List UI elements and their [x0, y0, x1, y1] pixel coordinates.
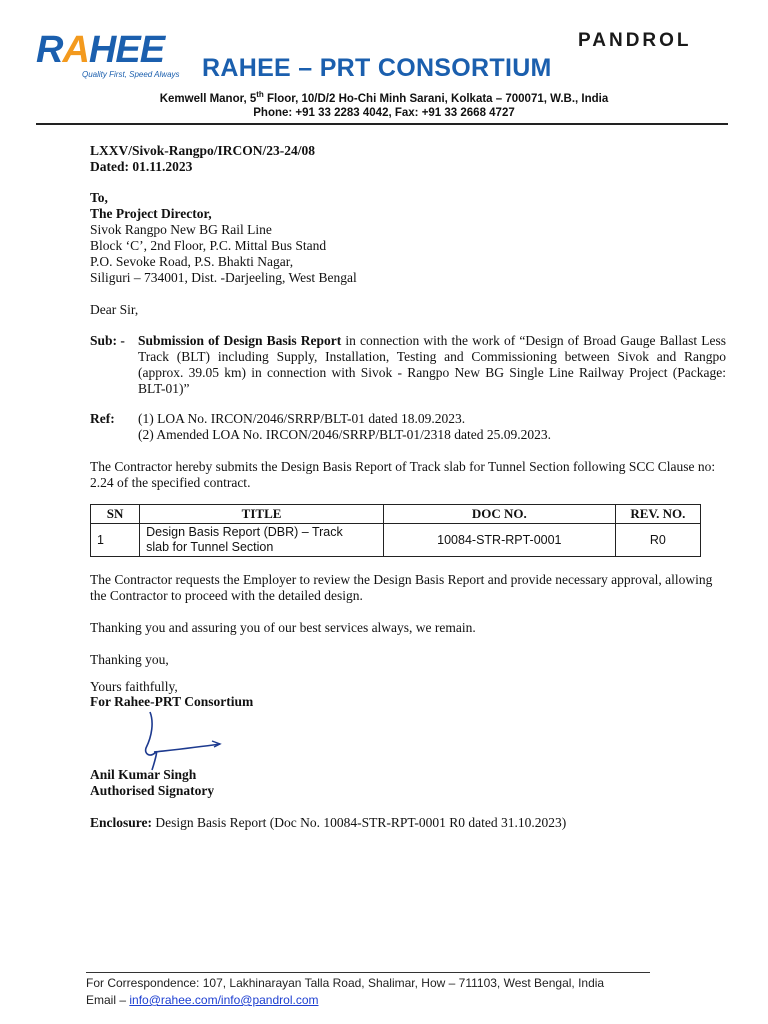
footer-email-label: Email – — [86, 993, 130, 1007]
rahee-logo-wordmark — [36, 28, 164, 72]
table-cell-sn: 1 — [91, 524, 140, 557]
table-cell-rev-no: R0 — [615, 524, 700, 557]
logo-tagline: Quality First, Speed Always — [82, 70, 180, 79]
subject-bold: Submission of Design Basis Report — [138, 333, 342, 348]
reference-item: (1) LOA No. IRCON/2046/SRRP/BLT-01 dated 18.09.2023. — [138, 411, 466, 426]
letterhead-divider — [36, 123, 728, 125]
recipient-address-line: Block ‘C’, 2nd Floor, P.C. Mittal Bus Stand — [90, 238, 327, 253]
footer-correspondence: For Correspondence: 107, Lakhinarayan Talla Road, Shalimar, How – 711103, West Bengal, India — [86, 976, 605, 990]
reference-number: LXXV/Sivok-Rangpo/IRCON/23-24/08 — [90, 143, 316, 158]
table-header-sn: SN — [91, 505, 140, 524]
handwritten-signature — [132, 708, 232, 772]
table-header-row — [91, 505, 701, 524]
letter-date: Dated: 01.11.2023 — [90, 159, 193, 174]
to-label: To, — [90, 190, 108, 205]
company-title: RAHEE – PRT CONSORTIUM — [202, 54, 552, 82]
table-header-rev-no: REV. NO. — [615, 505, 700, 524]
table-cell-title-line: slab for Tunnel Section — [146, 540, 274, 554]
footer-divider — [86, 972, 650, 973]
document-table — [90, 504, 701, 557]
address-part-2: Floor, 10/D/2 Ho-Chi Minh Sarani, Kolkata – 700071, W.B., India — [263, 92, 609, 105]
logo-letters-hee: HEE — [88, 29, 165, 71]
subject-text — [138, 333, 726, 397]
submission-paragraph: The Contractor hereby submits the Design Basis Report of Track slab for Tunnel Section following SCC Clause no: 2.24 of the specified contract. — [90, 459, 716, 490]
for-company: For Rahee-PRT Consortium — [90, 694, 254, 709]
enclosure-text: Design Basis Report (Doc No. 10084-STR-RPT-0001 R0 dated 31.10.2023) — [152, 815, 567, 830]
recipient-address-line: Siliguri – 734001, Dist. -Darjeeling, West Bengal — [90, 270, 357, 285]
table-row — [91, 524, 701, 557]
address-part-1: Kemwell Manor, 5 — [159, 92, 257, 105]
footer-email — [86, 993, 318, 1007]
address-superscript: th — [256, 90, 264, 99]
request-paragraph: The Contractor requests the Employer to review the Design Basis Report and provide necessary approval, allowing the Contractor to proceed with the detailed design. — [90, 572, 713, 603]
table-cell-title — [140, 524, 384, 557]
recipient-address-line: Sivok Rangpo New BG Rail Line — [90, 222, 272, 237]
thanking-line: Thanking you, — [90, 652, 169, 667]
rahee-logo — [36, 28, 186, 88]
signer-title: Authorised Signatory — [90, 783, 215, 798]
subject-label: Sub: - — [90, 333, 125, 348]
enclosure-label: Enclosure: — [90, 815, 153, 830]
ref-label: Ref: — [90, 411, 115, 426]
company-address — [0, 90, 768, 105]
footer-email-link[interactable]: info@rahee.com/info@pandrol.com — [129, 993, 319, 1007]
table-header-doc-no: DOC NO. — [383, 505, 615, 524]
logo-letter-a: A — [62, 29, 89, 71]
recipient-title: The Project Director, — [90, 206, 212, 221]
logo-letter-r: R — [36, 29, 63, 71]
enclosure — [90, 815, 566, 831]
yours-faithfully: Yours faithfully, — [90, 679, 178, 694]
table-header-title: TITLE — [140, 505, 384, 524]
signer-name: Anil Kumar Singh — [90, 767, 197, 782]
table-cell-title-line: Design Basis Report (DBR) – Track — [146, 525, 343, 539]
salutation: Dear Sir, — [90, 302, 139, 317]
table-cell-doc-no: 10084-STR-RPT-0001 — [383, 524, 615, 557]
closing-paragraph: Thanking you and assuring you of our best services always, we remain. — [90, 620, 476, 635]
pandrol-logo: PANDROL — [578, 30, 692, 51]
subject-rest: in connection with the work of “Design of Broad Gauge Ballast Less Track (BLT) including Supply, Installation, Testing and Commissioning between Sivok and Rangpo (approx. 39.05 km) in connection with Sivok - Rangpo New BG Single Line Railway Project (Package: BLT-01)” — [138, 333, 726, 396]
reference-item: (2) Amended LOA No. IRCON/2046/SRRP/BLT-01/2318 dated 25.09.2023. — [138, 427, 552, 442]
company-phone: Phone: +91 33 2283 4042, Fax: +91 33 2668 4727 — [253, 107, 515, 119]
recipient-address-line: P.O. Sevoke Road, P.S. Bhakti Nagar, — [90, 254, 294, 269]
